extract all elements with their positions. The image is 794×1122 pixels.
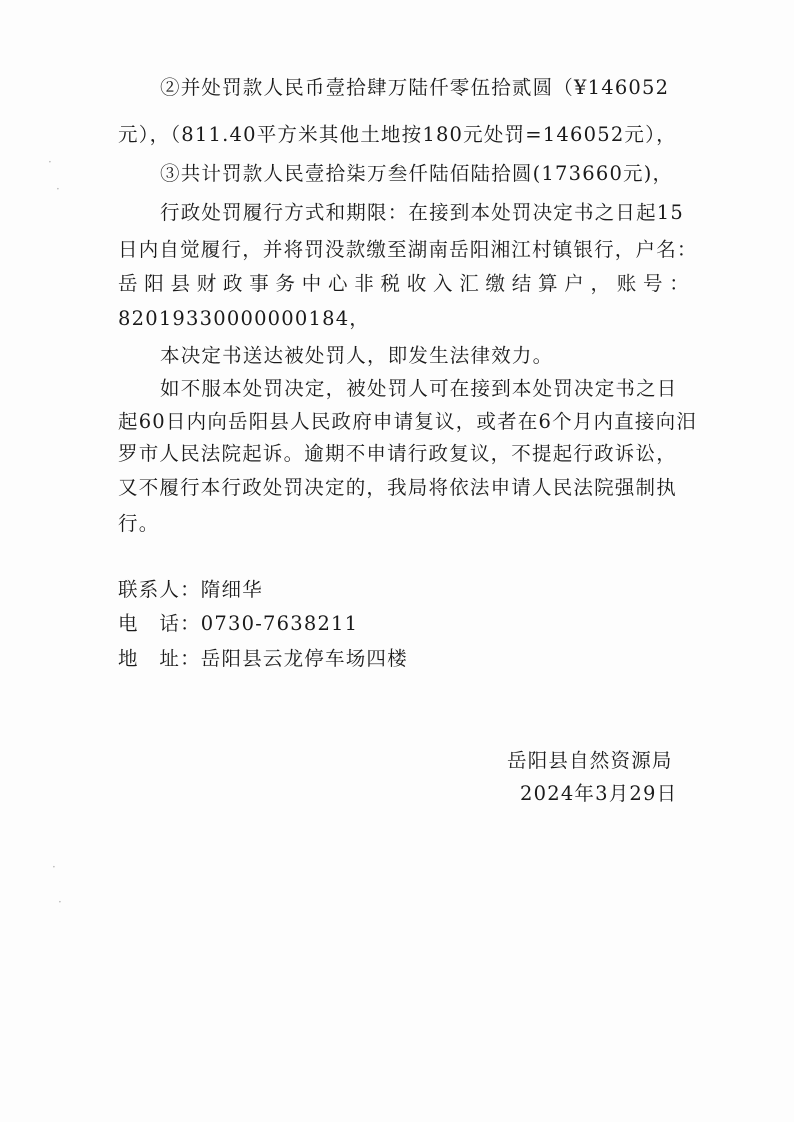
account-number: 82019330000000184，: [118, 307, 371, 330]
contact-phone: 电 话：0730-7638211: [118, 612, 359, 635]
scan-mark: ·: [58, 895, 62, 909]
appeal-line-5: 行。: [118, 512, 160, 535]
scan-mark: ·: [48, 155, 52, 169]
signature-date: 2024年3月29日: [520, 782, 678, 805]
payment-terms-line-2: 日内自觉履行，并将罚没款缴至湖南岳阳湘江村镇银行，户名：: [118, 238, 698, 261]
appeal-line-1: 如不服本处罚决定，被处罚人可在接到本处罚决定书之日: [160, 377, 678, 400]
scan-mark: ·: [52, 860, 56, 874]
appeal-line-2: 起60日内向岳阳县人民政府申请复议，或者在6个月内直接向汨: [118, 410, 698, 433]
appeal-line-4: 又不履行本行政处罚决定的，我局将依法申请人民法院强制执: [118, 476, 677, 499]
payment-terms-line-3: 岳阳县财政事务中心非税收入汇缴结算户，账号：: [118, 272, 690, 295]
contact-person: 联系人：隋细华: [118, 578, 263, 601]
penalty-item-2-line-2: 元），（811.40平方米其他土地按180元处罚=146052元），: [118, 123, 677, 146]
contact-address: 地 址：岳阳县云龙停车场四楼: [118, 647, 408, 670]
payment-terms-line-1: 行政处罚履行方式和期限：在接到本处罚决定书之日起15: [160, 201, 685, 224]
appeal-line-3: 罗市人民法院起诉。逾期不申请行政复议，不提起行政诉讼，: [118, 442, 677, 465]
signature-agency: 岳阳县自然资源局: [507, 749, 673, 772]
penalty-item-3: ③共计罚款人民壹拾柒万叁仟陆佰陆拾圆(173660元)，: [160, 162, 674, 185]
penalty-item-2-line-1: ②并处罚款人民币壹拾肆万陆仟零伍拾贰圆（¥146052: [160, 76, 670, 99]
effect-statement: 本决定书送达被处罚人，即发生法律效力。: [160, 344, 554, 367]
scan-mark: ·: [56, 182, 60, 196]
